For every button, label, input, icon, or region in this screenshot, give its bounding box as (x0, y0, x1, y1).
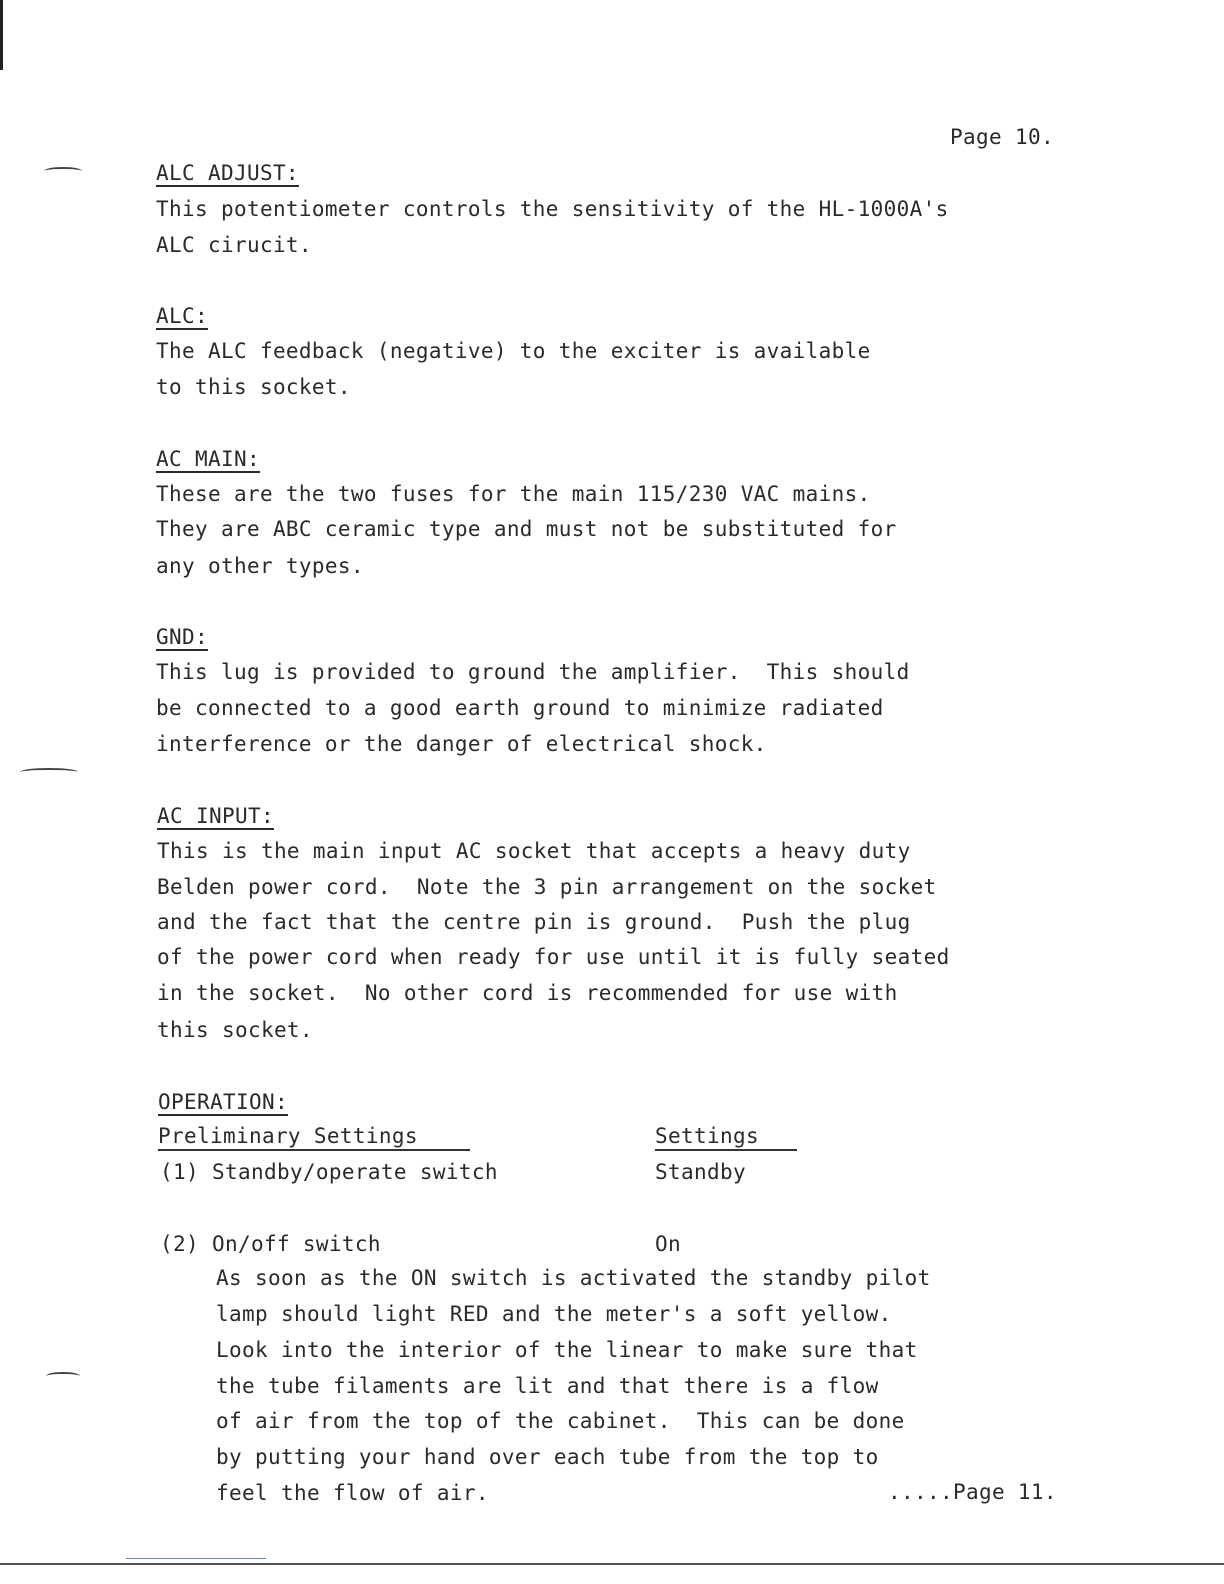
paragraph-line: interference or the danger of electrical shock. (156, 732, 767, 756)
section-heading-gnd: GND: (156, 625, 208, 649)
punch-mark-2 (20, 768, 78, 776)
step-2-line: the tube filaments are lit and that there is a flow (216, 1374, 879, 1398)
column-heading-preliminary-settings: Preliminary Settings (158, 1124, 418, 1148)
paragraph-line: of the power cord when ready for use until it is fully seated (157, 945, 950, 969)
section-heading-ac-main: AC MAIN: (156, 447, 260, 471)
scan-edge-bottom-blue (126, 1558, 266, 1559)
paragraph-line: this socket. (157, 1018, 313, 1042)
step-2-setting: On (655, 1232, 681, 1256)
page-number: Page 10. (950, 125, 1054, 149)
paragraph-line: The ALC feedback (negative) to the exciter is available (156, 339, 871, 363)
paragraph-line: This lug is provided to ground the amplifier. This should (156, 660, 910, 684)
step-2-line: Look into the interior of the linear to make sure that (216, 1338, 918, 1362)
section-heading-operation: OPERATION: (158, 1090, 288, 1114)
step-1-setting: Standby (655, 1160, 746, 1184)
paragraph-line: ALC cirucit. (156, 233, 312, 257)
column-heading-underline-left (158, 1149, 470, 1151)
paragraph-line: They are ABC ceramic type and must not be substituted for (156, 517, 897, 541)
section-heading-alc-adjust: ALC ADJUST: (156, 161, 299, 185)
step-2-label: (2) On/off switch (160, 1232, 381, 1256)
paragraph-line: and the fact that the centre pin is ground. Push the plug (157, 910, 911, 934)
paragraph-line: be connected to a good earth ground to minimize radiated (156, 696, 884, 720)
paragraph-line: This is the main input AC socket that accepts a heavy duty (157, 839, 911, 863)
step-1-label: (1) Standby/operate switch (160, 1160, 498, 1184)
step-2-line: feel the flow of air. (216, 1481, 489, 1505)
paragraph-line: These are the two fuses for the main 115/230 VAC mains. (156, 482, 871, 506)
punch-mark-3 (46, 1372, 80, 1380)
paragraph-line: to this socket. (156, 375, 351, 399)
step-2-line: of air from the top of the cabinet. This can be done (216, 1409, 905, 1433)
column-heading-settings: Settings (655, 1124, 759, 1148)
paragraph-line: in the socket. No other cord is recommended for use with (157, 981, 898, 1005)
column-heading-underline-right (655, 1149, 797, 1151)
paragraph-line: any other types. (156, 554, 364, 578)
step-2-line: by putting your hand over each tube from the top to (216, 1445, 879, 1469)
punch-mark-1 (44, 167, 82, 175)
continued-next-page: .....Page 11. (888, 1480, 1057, 1504)
section-heading-ac-input: AC INPUT: (157, 804, 274, 828)
paragraph-line: This potentiometer controls the sensitivity of the HL-1000A's (156, 197, 949, 221)
step-2-line: lamp should light RED and the meter's a soft yellow. (216, 1302, 892, 1326)
paragraph-line: Belden power cord. Note the 3 pin arrangement on the socket (157, 875, 937, 899)
scan-edge-bottom (0, 1563, 1224, 1565)
scan-edge-left (0, 0, 3, 70)
step-2-line: As soon as the ON switch is activated the standby pilot (216, 1266, 931, 1290)
section-heading-alc: ALC: (156, 304, 208, 328)
